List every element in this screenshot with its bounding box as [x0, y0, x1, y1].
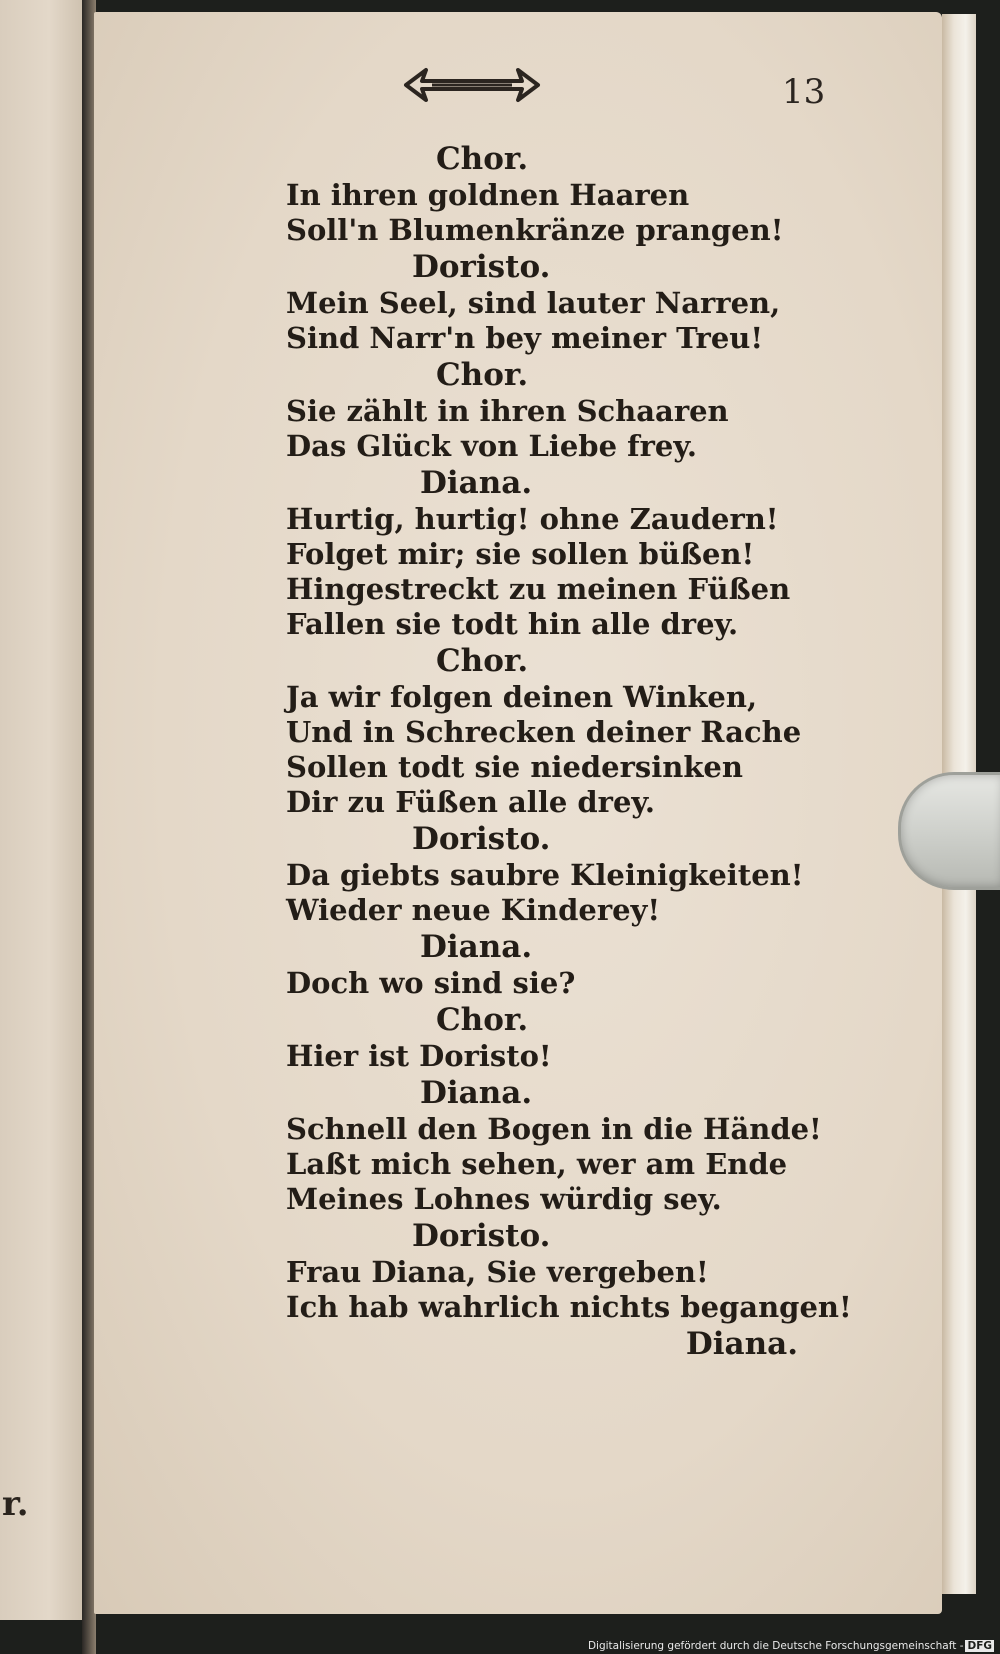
credit-text: Digitalisierung gefördert durch die Deutsche Forschungsgemeinschaft - — [587, 1640, 964, 1652]
left-page-edge-text: r. — [2, 1484, 29, 1524]
double-arrow-ornament-icon — [402, 64, 542, 106]
verse-line: Da giebts saubre Kleinigkeiten! — [286, 858, 804, 892]
verse-line: Folget mir; sie sollen büßen! — [286, 537, 755, 571]
verse-line: Meines Lohnes würdig sey. — [286, 1182, 722, 1216]
verse-line: Ich hab wahrlich nichts begangen! — [286, 1290, 852, 1324]
verse-line: Doch wo sind sie? — [286, 966, 576, 1000]
verse-line: Fallen sie todt hin alle drey. — [286, 607, 739, 641]
verse-line: Und in Schrecken deiner Rache — [286, 715, 802, 749]
verse-line: Frau Diana, Sie vergeben! — [286, 1255, 709, 1289]
speaker-name: Chor. — [436, 643, 529, 679]
verse-line: Hier ist Doristo! — [286, 1039, 552, 1073]
verse-line: Laßt mich sehen, wer am Ende — [286, 1147, 788, 1181]
verse-line: Soll'n Blumenkränze prangen! — [286, 213, 784, 247]
verse-line: Schnell den Bogen in die Hände! — [286, 1112, 822, 1146]
verse-line: Sind Narr'n bey meiner Treu! — [286, 321, 764, 355]
verse-line: Wieder neue Kinderey! — [286, 893, 661, 927]
verse-line: Hurtig, hurtig! ohne Zaudern! — [286, 502, 779, 536]
speaker-name: Doristo. — [412, 821, 551, 857]
speaker-name: Doristo. — [412, 249, 551, 285]
left-page-edge — [0, 0, 82, 1620]
verse-line: Mein Seel, sind lauter Narren, — [286, 286, 781, 320]
speaker-name: Diana. — [420, 1075, 533, 1111]
poem-text — [286, 140, 852, 1363]
verse-line: Dir zu Füßen alle drey. — [286, 785, 656, 819]
speaker-name: Chor. — [436, 1002, 529, 1038]
speaker-name: Chor. — [436, 141, 529, 177]
speaker-name: Chor. — [436, 357, 529, 393]
speaker-name: Diana. — [420, 929, 533, 965]
page-number: 13 — [782, 72, 826, 112]
verse-line: In ihren goldnen Haaren — [286, 178, 690, 212]
verse-line: Ja wir folgen deinen Winken, — [286, 680, 758, 714]
verse-line: Hingestreckt zu meinen Füßen — [286, 572, 791, 606]
catchword: Diana. — [685, 1326, 798, 1362]
paper-clip — [898, 772, 1000, 890]
verse-line: Sollen todt sie niedersinken — [286, 750, 743, 784]
verse-line: Das Glück von Liebe frey. — [286, 429, 697, 463]
dfg-logo: DFG — [967, 1640, 992, 1652]
speaker-name: Diana. — [420, 465, 533, 501]
speaker-name: Doristo. — [412, 1218, 551, 1254]
digitization-credit — [588, 1640, 994, 1652]
verse-line: Sie zählt in ihren Schaaren — [286, 394, 729, 428]
